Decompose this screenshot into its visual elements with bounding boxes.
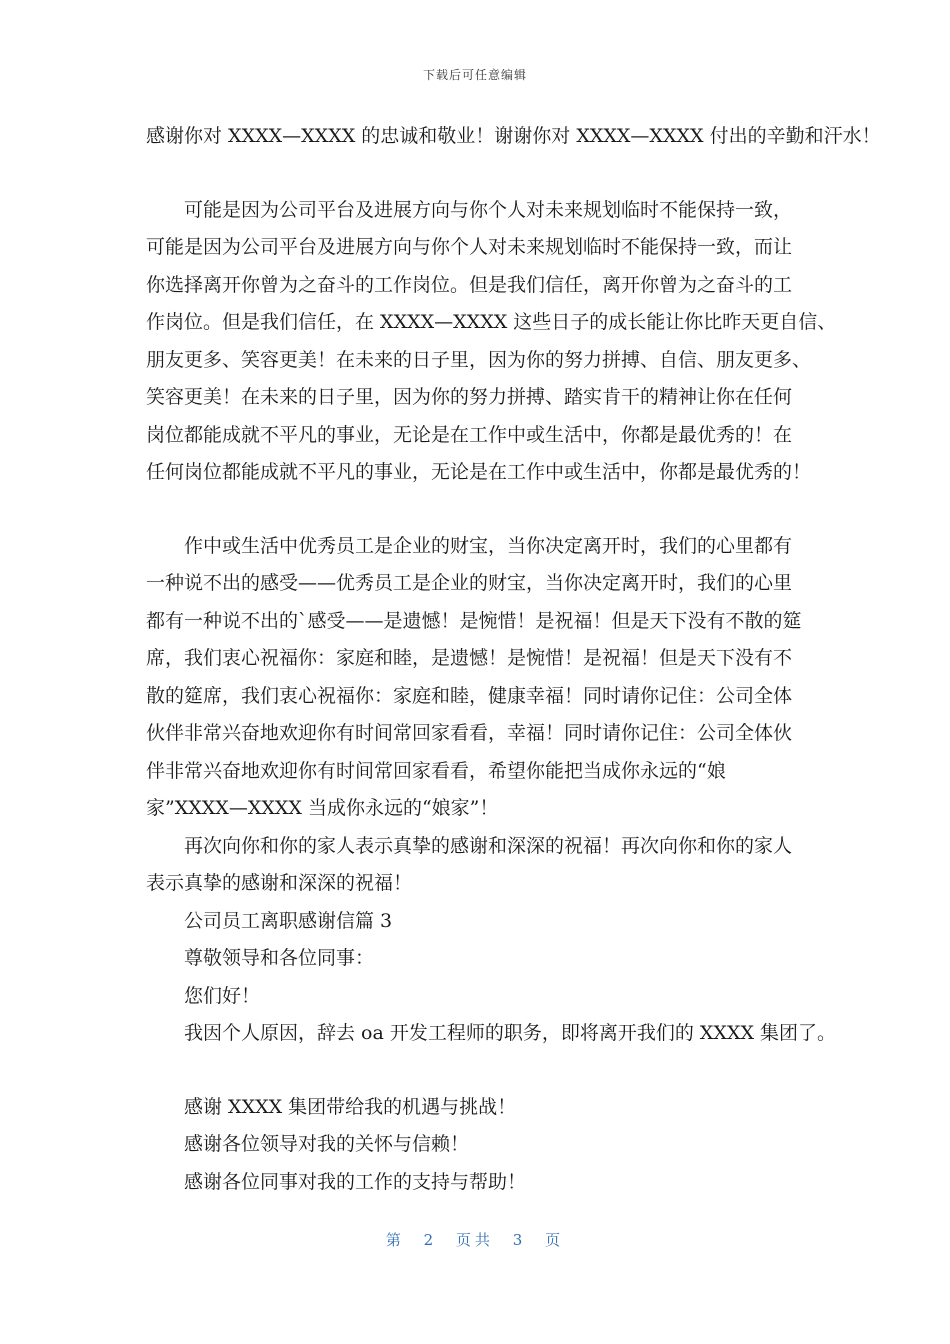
paragraph-line: 再次向你和你的家人表示真挚的感谢和深深的祝福！再次向你和你的家人 <box>184 834 793 857</box>
paragraph-line: 作岗位。但是我们信任，在 XXXX—XXXX 这些日子的成长能让你比昨天更自信、 <box>146 311 837 333</box>
paragraph-line: 岗位都能成就不平凡的事业，无论是在工作中或生活中，你都是最优秀的！在 <box>146 423 793 446</box>
paragraph-line: 伴非常兴奋地欢迎你有时间常回家看看，希望你能把当成你永远的“娘 <box>146 759 726 782</box>
paragraph-line: 感谢各位领导对我的关怀与信赖！ <box>184 1133 470 1155</box>
paragraph-line: 感谢 XXXX 集团带给我的机遇与挑战！ <box>184 1095 517 1118</box>
salutation: 尊敬领导和各位同事： <box>184 947 375 969</box>
page-number-footer: 第 2 页共 3 页 <box>385 1231 565 1249</box>
paragraph-line: 感谢各位同事对我的工作的支持与帮助！ <box>184 1170 527 1193</box>
paragraph-line: 一种说不出的感受——优秀员工是企业的财宝，当你决定离开时，我们的心里 <box>146 572 793 594</box>
paragraph-line: 可能是因为公司平台及进展方向与你个人对未来规划临时不能保持一致， <box>184 198 793 221</box>
paragraph-gap <box>146 1053 808 1089</box>
document-body <box>146 118 881 1201</box>
paragraph-line: 都有一种说不出的`感受——是遗憾！是惋惜！是祝福！但是天下没有不散的筵 <box>146 609 802 632</box>
paragraph-line: 朋友更多、笑容更美！在未来的日子里，因为你的努力拼搏、自信、朋友更多、 <box>146 348 812 371</box>
paragraph-line: 你选择离开你曾为之奋斗的工作岗位。但是我们信任，离开你曾为之奋斗的工 <box>146 273 793 296</box>
paragraph-line: 散的筵席，我们衷心祝福你：家庭和睦，健康幸福！同时请你记住：公司全体 <box>146 684 793 707</box>
paragraph-line: 笑容更美！在未来的日子里，因为你的努力拼搏、踏实肯干的精神让你在任何 <box>146 386 793 408</box>
paragraph-line: 作中或生活中优秀员工是企业的财宝，当你决定离开时，我们的心里都有 <box>184 534 793 557</box>
paragraph-line: 伙伴非常兴奋地欢迎你有时间常回家看看，幸福！同时请你记住：公司全体伙 <box>146 722 793 744</box>
paragraph-line: 可能是因为公司平台及进展方向与你个人对未来规划临时不能保持一致，而让 <box>146 236 793 258</box>
page-header-note: 下载后可任意编辑 <box>422 68 527 82</box>
paragraph-line: 感谢你对 XXXX—XXXX 的忠诚和敬业！谢谢你对 XXXX—XXXX 付出的辛勤和汗水！ <box>146 125 881 147</box>
paragraph-line: 家”XXXX—XXXX 当成你永远的“娘家”！ <box>146 797 499 819</box>
section-title: 公司员工离职感谢信篇 3 <box>184 909 393 932</box>
greeting: 您们好！ <box>184 984 261 1007</box>
paragraph-line: 表示真挚的感谢和深深的祝福！ <box>146 872 413 894</box>
paragraph-line: 我因个人原因，辞去 oa 开发工程师的职务，即将离开我们的 XXXX 集团了。 <box>184 1022 837 1044</box>
paragraph-gap <box>146 156 808 192</box>
paragraph-gap <box>146 492 808 528</box>
paragraph-line: 任何岗位都能成就不平凡的事业，无论是在工作中或生活中，你都是最优秀的！ <box>146 461 812 483</box>
paragraph-line: 席，我们衷心祝福你：家庭和睦，是遗憾！是惋惜！是祝福！但是天下没有不 <box>146 647 793 669</box>
